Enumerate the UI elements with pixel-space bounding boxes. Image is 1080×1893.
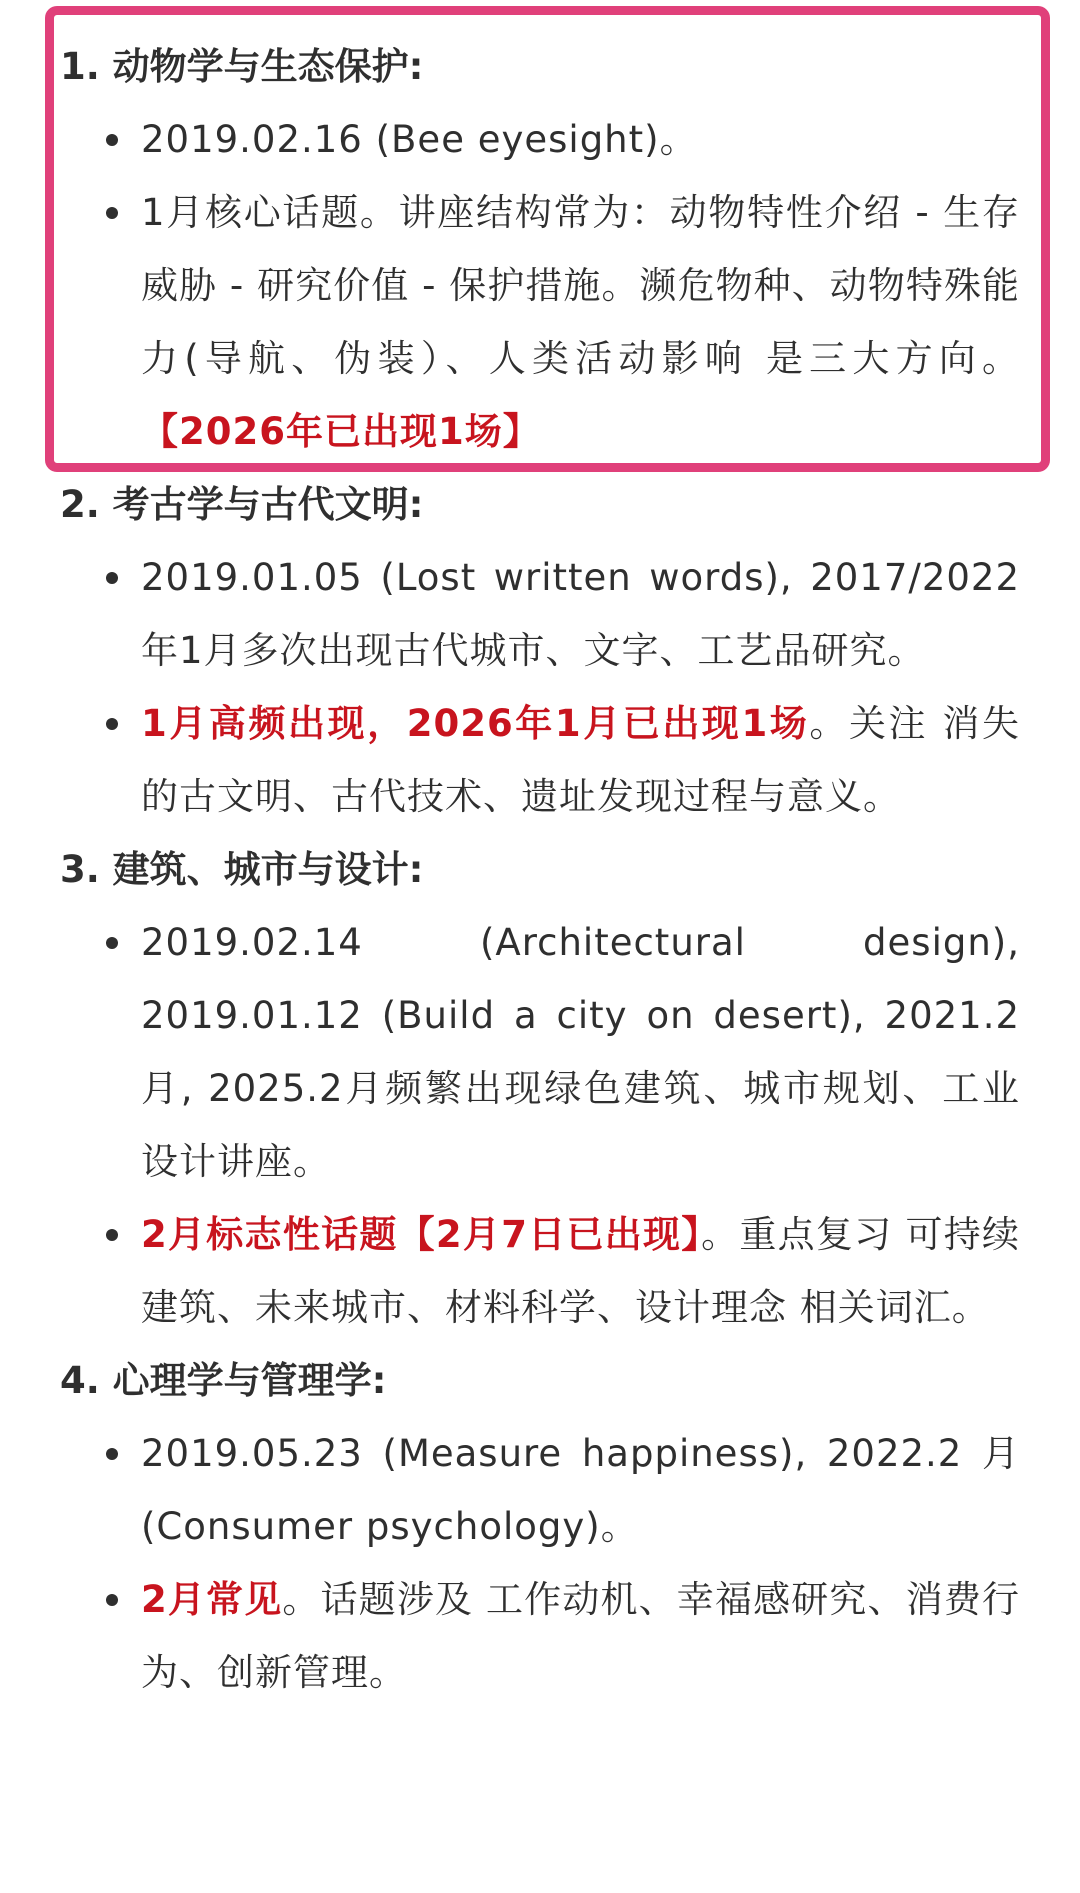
- bullet-item: [60, 1563, 1020, 1709]
- bullet-text: 。话题涉及 工作动机、幸福感研究、消费行为、创新管理。: [141, 1578, 1020, 1694]
- bullet-text: 。重点复习 可持续建筑、未来城市、材料科学、设计理念 相关词汇。: [141, 1213, 1021, 1329]
- section-psychology: [60, 1344, 1020, 1709]
- highlight-text: 【2026年已出现1场】: [141, 410, 541, 453]
- bullet-text: 1月核心话题。讲座结构常为：动物特性介绍 - 生存威胁 - 研究价值 - 保护措施。濒危物种、动物特殊能力(导航、伪装）、人类活动影响 是三大方向。: [141, 191, 1020, 380]
- bullet-item: [60, 1417, 1020, 1563]
- bullet-text: 2019.01.05 (Lost written words), 2017/2022年1月多次出现古代城市、文字、工艺品研究。: [141, 556, 1020, 672]
- highlight-text: 2月标志性话题【2月7日已出现】: [141, 1213, 702, 1256]
- bullet-text: 2019.02.16 (Bee eyesight)。: [141, 118, 698, 161]
- bullet-item: [60, 103, 1020, 176]
- section-title: 2. 考古学与古代文明:: [60, 483, 424, 526]
- section-title: 3. 建筑、城市与设计:: [60, 848, 424, 891]
- section-title: 4. 心理学与管理学:: [60, 1359, 387, 1402]
- document-content: [60, 30, 1020, 1709]
- bullet-list: [60, 103, 1020, 468]
- bullet-text: 。关注 消失的古文明、古代技术、遗址发现过程与意义。: [141, 702, 1020, 818]
- bullet-text: 2019.02.14 (Architectural design), 2019.01.12 (Build a city on desert), 2021.2月, 2025.2月频繁出现绿色建筑、城市规划、工业设计讲座。: [141, 921, 1020, 1183]
- section-architecture: [60, 833, 1020, 1344]
- bullet-text: 2019.05.23 (Measure happiness), 2022.2 月 (Consumer psychology)。: [141, 1432, 1020, 1548]
- section-archaeology: [60, 468, 1020, 833]
- bullet-item: [60, 176, 1020, 468]
- bullet-item: [60, 906, 1020, 1198]
- bullet-list: [60, 906, 1020, 1344]
- bullet-list: [60, 541, 1020, 833]
- bullet-item: [60, 541, 1020, 687]
- bullet-item: [60, 1198, 1020, 1344]
- bullet-item: [60, 687, 1020, 833]
- bullet-list: [60, 1417, 1020, 1709]
- section-zoology: [60, 30, 1020, 468]
- highlight-text: 2月常见: [141, 1578, 283, 1621]
- highlight-text: 1月高频出现，2026年1月已出现1场: [141, 702, 810, 745]
- section-title: 1. 动物学与生态保护:: [60, 45, 424, 88]
